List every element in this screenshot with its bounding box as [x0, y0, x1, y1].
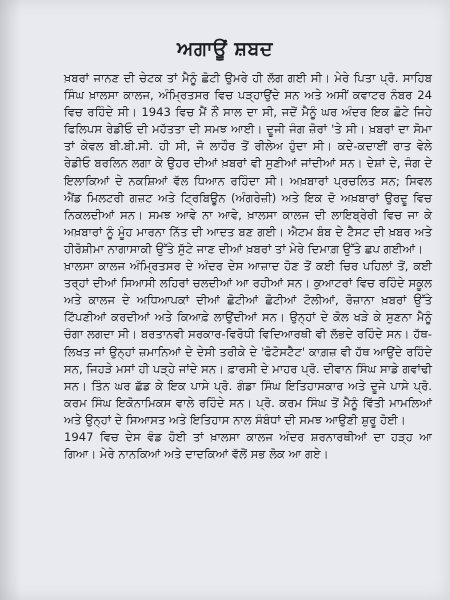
- chapter-title: ਅਗਾਊਂ ਸ਼ਬਦ: [177, 38, 273, 60]
- body-text: [64, 70, 432, 463]
- binding-shadow: [0, 0, 22, 600]
- paragraph-1: ਖ਼ਬਰਾਂ ਜਾਨਣ ਦੀ ਚੇਟਕ ਤਾਂ ਮੈਨੂੰ ਛੋਟੀ ਉਮਰੇ ਹੀ ਲੱਗ ਗਈ ਸੀ। ਮੇਰੇ ਪਿਤਾ ਪ੍ਰੋ. ਸਾਹਿਬ ਸਿੰਘ ਖ਼ਾਲਸਾ ਕਾਲਜ, ਅੰਮ੍ਰਿਤਸਰ ਵਿਚ ਪੜ੍ਹਾਉਂਦੇ ਸਨ ਅਤੇ ਅਸੀਂ ਕਵਾਟਰ ਨੰਬਰ 24 ਵਿਚ ਰਹਿੰਦੇ ਸੀ। 1943 ਵਿਚ ਮੈਂ ਨੌਂ ਸਾਲ ਦਾ ਸੀ, ਜਦੋਂ ਮੈਨੂੰ ਘਰ ਅੰਦਰ ਇਕ ਛੋਟੇ ਜਿਹੇ ਫਿਲਿਪਸ ਰੇਡੀਓ ਦੀ ਮਹੱਤਤਾ ਦੀ ਸਮਝ ਆਈ। ਦੂਜੀ ਜੰਗ ਜ਼ੋਰਾਂ 'ਤੇ ਸੀ। ਖ਼ਬਰਾਂ ਦਾ ਸੋਮਾ ਤਾਂ ਕੇਵਲ ਬੀ.ਬੀ.ਸੀ. ਹੀ ਸੀ, ਜੋ ਲਾਹੌਰ ਤੋਂ ਰੀਲੇਅ ਹੁੰਦਾ ਸੀ। ਕਦੇ-ਕਦਾਈਂ ਰਾਤ ਵੇਲੇ ਰੇਡੀਓ ਬਰਲਿਨ ਲਗਾ ਕੇ ਉਹਰ ਦੀਆਂ ਖ਼ਬਰਾਂ ਵੀ ਸੁਣੀਆਂ ਜਾਂਦੀਆਂ ਸਨ। ਦੇਸ਼ਾਂ ਦੇ, ਜੰਗ ਦੇ ਇਲਾਕਿਆਂ ਦੇ ਨਕਸ਼ਿਆਂ ਵੱਲ ਧਿਆਨ ਰਹਿੰਦਾ ਸੀ। ਅਖ਼ਬਾਰਾਂ ਪ੍ਰਚਲਿਤ ਸਨ; ਸਿਵਲ ਐਂਡ ਮਿਲਟਰੀ ਗਜ਼ਟ ਅਤੇ ਟ੍ਰਿਬਿਊਨ (ਅੰਗਰੇਜ਼ੀ) ਅਤੇ ਇਕ ਦੋ ਅਖ਼ਬਾਰਾਂ ਉਰਦੂ ਵਿਚ ਨਿਕਲਦੀਆਂ ਸਨ। ਸਮਝ ਆਵੇ ਨਾ ਆਵੇ, ਖ਼ਾਲਸਾ ਕਾਲਜ ਦੀ ਲਾਇਬ੍ਰੇਰੀ ਵਿਚ ਜਾ ਕੇ ਅਖ਼ਬਾਰਾਂ ਨੂੰ ਮੂੰਹ ਮਾਰਨਾ ਨਿੱਤ ਦੀ ਆਦਤ ਬਣ ਗਈ। ਐਟਮ ਬੰਬ ਦੇ ਟੈਸਟ ਦੀ ਖ਼ਬਰ ਅਤੇ ਹੀਰੋਸ਼ੀਮਾ ਨਾਗਾਸਾਕੀ ਉੱਤੇ ਸੁੱਟੇ ਜਾਣ ਦੀਆਂ ਖ਼ਬਰਾਂ ਤਾਂ ਮੇਰੇ ਦਿਮਾਗ਼ ਉੱਤੇ ਛਪ ਗਈਆਂ।: [64, 71, 432, 256]
- paragraph-2: ਖ਼ਾਲਸਾ ਕਾਲਜ ਅੰਮ੍ਰਿਤਸਰ ਦੇ ਅੰਦਰ ਦੇਸ ਆਜ਼ਾਦ ਹੋਣ ਤੋਂ ਕਈ ਚਿਰ ਪਹਿਲਾਂ ਤੋਂ, ਕਈ ਤਰ੍ਹਾਂ ਦੀਆਂ ਸਿਆਸੀ ਲਹਿਰਾਂ ਚਲਦੀਆਂ ਆ ਰਹੀਆਂ ਸਨ। ਕੁਆਟਰਾਂ ਵਿਚ ਰਹਿੰਦੇ ਸਕੂਲ ਅਤੇ ਕਾਲਜ ਦੇ ਅਧਿਆਪਕਾਂ ਦੀਆਂ ਛੋਟੀਆਂ ਛੋਟੀਆਂ ਟੋਲੀਆਂ, ਰੋਜ਼ਾਨਾ ਖ਼ਬਰਾਂ ਉੱਤੇ ਟਿੱਪਣੀਆਂ ਕਰਦੀਆਂ ਅਤੇ ਕਿਆਫ਼ੇ ਲਾਉਂਦੀਆਂ ਸਨ। ਉਨ੍ਹਾਂ ਦੇ ਕੋਲ ਖੜੇ ਕੇ ਸੁਣਨਾ ਮੈਨੂੰ ਚੰਗਾ ਲਗਦਾ ਸੀ। ਬਰਤਾਨਵੀ ਸਰਕਾਰ-ਵਿਰੋਧੀ ਵਿਦਿਆਰਥੀ ਵੀ ਲੱਭਦੇ ਰਹਿੰਦੇ ਸਨ। ਹੱਥ-ਲਿਖਤ ਜਾਂ ਉਨ੍ਹਾਂ ਜ਼ਮਾਨਿਆਂ ਦੇ ਦੇਸੀ ਤਰੀਕੇ ਦੇ 'ਫੋਟੋਸਟੈਟ' ਕਾਗ਼ਜ਼ ਵੀ ਹੱਥ ਆਉਂਦੇ ਰਹਿੰਦੇ ਸਨ, ਜਿਹੜੇ ਮਸਾਂ ਹੀ ਪੜ੍ਹੇ ਜਾਂਦੇ ਸਨ। ਫ਼ਾਰਸੀ ਦੇ ਮਾਹਰ ਪ੍ਰੋ. ਦੀਵਾਨ ਸਿੰਘ ਸਾਡੇ ਗਵਾਂਢੀ ਸਨ। ਤਿੰਨ ਘਰ ਛੱਡ ਕੇ ਇਕ ਪਾਸੇ ਪ੍ਰੋ. ਗੰਡਾ ਸਿੰਘ ਇਤਿਹਾਸਕਾਰ ਅਤੇ ਦੂਜੇ ਪਾਸੇ ਪ੍ਰੋ. ਕਰਮ ਸਿੰਘ ਇਕੋਨਾਮਿਕਸ ਵਾਲੇ ਰਹਿੰਦੇ ਸਨ। ਪ੍ਰੋ. ਕਰਮ ਸਿੰਘ ਤੋਂ ਮੈਨੂੰ ਵਿੱਤੀ ਮਾਮਲਿਆਂ ਅਤੇ ਉਨ੍ਹਾਂ ਦੇ ਸਿਆਸਤ ਅਤੇ ਇਤਿਹਾਸ ਨਾਲ ਸੰਬੰਧਾਂ ਦੀ ਸਮਝ ਆਉਣੀ ਸ਼ੁਰੂ ਹੋਈ।: [64, 259, 432, 427]
- paragraph-3: 1947 ਵਿਚ ਦੇਸ ਵੰਡ ਹੋਈ ਤਾਂ ਖ਼ਾਲਸਾ ਕਾਲਜ ਅੰਦਰ ਸ਼ਰਨਾਰਥੀਆਂ ਦਾ ਹੜ੍ਹ ਆ ਗਿਆ। ਮੇਰੇ ਨਾਨਕਿਆਂ ਅਤੇ ਦਾਦਕਿਆਂ ਵੱਲੋਂ ਸਭ ਲੋਕ ਆ ਗਏ।: [64, 429, 432, 462]
